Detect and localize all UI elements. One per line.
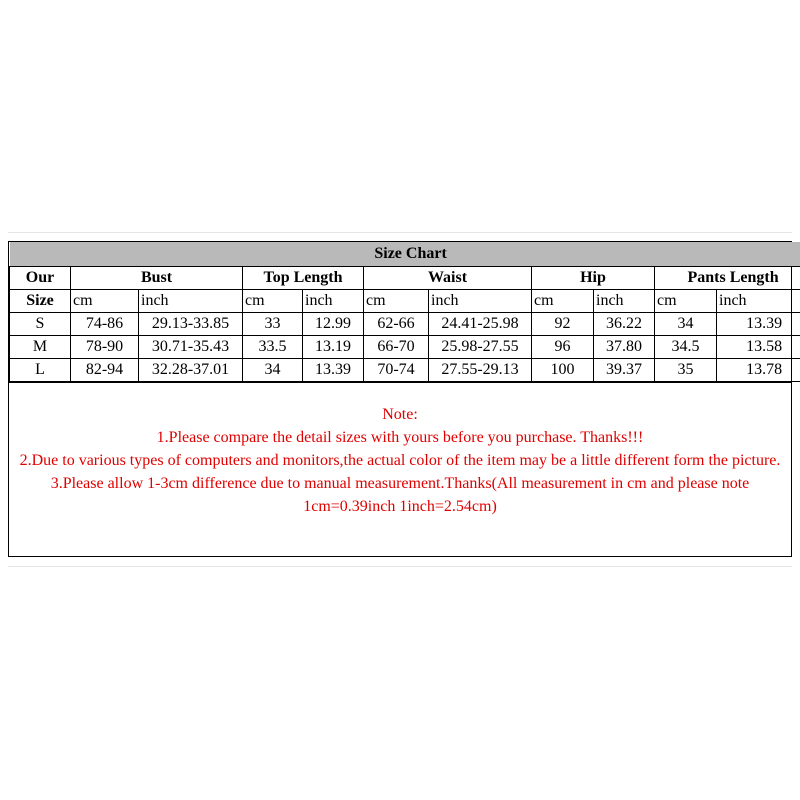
hip-header: Hip [532, 267, 655, 290]
bust-inch-value: 32.28-37.01 [139, 359, 243, 382]
hip-inch-value: 39.37 [594, 359, 655, 382]
waist-inch-value: 27.55-29.13 [429, 359, 532, 382]
waist-cm-value: 62-66 [364, 313, 429, 336]
sheet-gridline [8, 566, 792, 567]
size-chart-table [9, 242, 800, 382]
table-row [10, 359, 800, 382]
unit-cell: inch [429, 290, 532, 313]
size-label: S [10, 313, 71, 336]
pants-length-inch-value: 13.39 [717, 313, 800, 336]
unit-cell: inch [139, 290, 243, 313]
sheet-gridline [8, 232, 792, 233]
table-row [10, 336, 800, 359]
table-row [10, 313, 800, 336]
note-line-3: 3.Please allow 1-3cm difference due to manual measurement.Thanks(All measurement in cm and please note 1cm=0.39inch 1inch=2.54cm) [50, 475, 750, 515]
hip-cm-value: 100 [532, 359, 594, 382]
unit-cell: cm [364, 290, 429, 313]
waist-cm-value: 70-74 [364, 359, 429, 382]
our-size-header: Our [10, 267, 71, 290]
size-chart-sheet [8, 241, 792, 557]
unit-cell: cm [655, 290, 717, 313]
bust-inch-value: 30.71-35.43 [139, 336, 243, 359]
size-label: L [10, 359, 71, 382]
unit-cell: cm [532, 290, 594, 313]
bust-cm-value: 78-90 [71, 336, 139, 359]
top-length-cm-value: 33.5 [243, 336, 303, 359]
bust-header: Bust [71, 267, 243, 290]
unit-cell: cm [243, 290, 303, 313]
top-length-inch-value: 13.39 [303, 359, 364, 382]
pants-length-header: Pants Length [655, 267, 800, 290]
hip-cm-value: 92 [532, 313, 594, 336]
pants-length-cm-value: 34 [655, 313, 717, 336]
group-header-row [10, 267, 800, 290]
size-header: Size [10, 290, 71, 313]
unit-cell: inch [717, 290, 800, 313]
bust-cm-value: 82-94 [71, 359, 139, 382]
top-length-inch-value: 13.19 [303, 336, 364, 359]
hip-inch-value: 37.80 [594, 336, 655, 359]
size-label: M [10, 336, 71, 359]
note-line-2: 2.Due to various types of computers and monitors,the actual color of the item may be a little different form the picture. [19, 452, 781, 469]
hip-cm-value: 96 [532, 336, 594, 359]
notes-box [9, 382, 791, 557]
pants-length-inch-value: 13.58 [717, 336, 800, 359]
waist-header: Waist [364, 267, 532, 290]
pants-length-inch-value: 13.78 [717, 359, 800, 382]
top-length-inch-value: 12.99 [303, 313, 364, 336]
chart-title: Size Chart [10, 242, 800, 267]
waist-inch-value: 25.98-27.55 [429, 336, 532, 359]
top-length-cm-value: 33 [243, 313, 303, 336]
bust-cm-value: 74-86 [71, 313, 139, 336]
title-row [10, 242, 800, 267]
note-line-1: 1.Please compare the detail sizes with yours before you purchase. Thanks!!! [156, 429, 644, 446]
waist-cm-value: 66-70 [364, 336, 429, 359]
unit-cell: inch [594, 290, 655, 313]
top-length-cm-value: 34 [243, 359, 303, 382]
unit-header-row [10, 290, 800, 313]
note-heading: Note: [382, 406, 418, 423]
waist-inch-value: 24.41-25.98 [429, 313, 532, 336]
unit-cell: cm [71, 290, 139, 313]
bust-inch-value: 29.13-33.85 [139, 313, 243, 336]
top-length-header: Top Length [243, 267, 364, 290]
pants-length-cm-value: 35 [655, 359, 717, 382]
hip-inch-value: 36.22 [594, 313, 655, 336]
pants-length-cm-value: 34.5 [655, 336, 717, 359]
unit-cell: inch [303, 290, 364, 313]
